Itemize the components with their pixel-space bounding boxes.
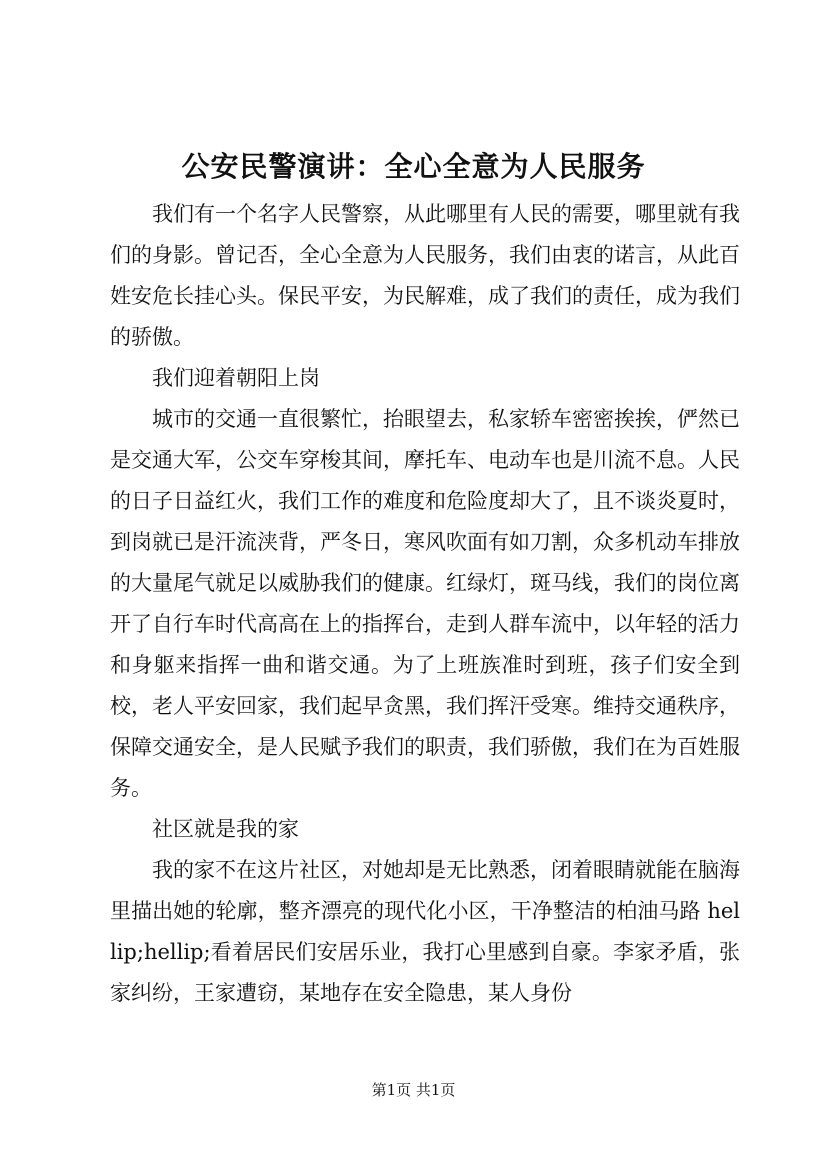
document-body bbox=[110, 194, 740, 1014]
section-heading-morning-duty: 我们迎着朝阳上岗 bbox=[152, 366, 320, 390]
document-title: 公安民警演讲：全心全意为人民服务 bbox=[181, 150, 646, 183]
page-number-footer: 第1页 共1页 bbox=[371, 1081, 456, 1099]
paragraph-community: 我的家不在这片社区，对她却是无比熟悉，闭着眼睛就能在脑海里描出她的轮廓，整齐漂亮的现代化小区，干净整洁的柏油马路 hellip;hellip;看着居民们安居乐业，我打心里感到自豪。李家矛盾，张家纠纷，王家遭窃，某地存在安全隐患，某人身份 bbox=[110, 858, 740, 1005]
paragraph-traffic: 城市的交通一直很繁忙，抬眼望去，私家轿车密密挨挨，俨然已是交通大军，公交车穿梭其间，摩托车、电动车也是川流不息。人民的日子日益红火，我们工作的难度和危险度却大了，且不谈炎夏时，到岗就已是汗流浃背，严冬日，寒风吹面有如刀割，众多机动车排放的大量尾气就足以威胁我们的健康。红绿灯，斑马线，我们的岗位离开了自行车时代高高在上的指挥台，走到人群车流中，以年轻的活力和身躯来指挥一曲和谐交通。为了上班族准时到班，孩子们安全到校，老人平安回家，我们起早贪黑，我们挥汗受寒。维持交通秩序，保障交通安全，是人民赋予我们的职责，我们骄傲，我们在为百姓服务。 bbox=[110, 407, 740, 800]
paragraph-intro: 我们有一个名字人民警察，从此哪里有人民的需要，哪里就有我们的身影。曾记否，全心全意为人民服务，我们由衷的诺言，从此百姓安危长挂心头。保民平安，为民解难，成了我们的责任，成为我们的骄傲。 bbox=[110, 202, 740, 349]
section-heading-community: 社区就是我的家 bbox=[152, 817, 299, 841]
